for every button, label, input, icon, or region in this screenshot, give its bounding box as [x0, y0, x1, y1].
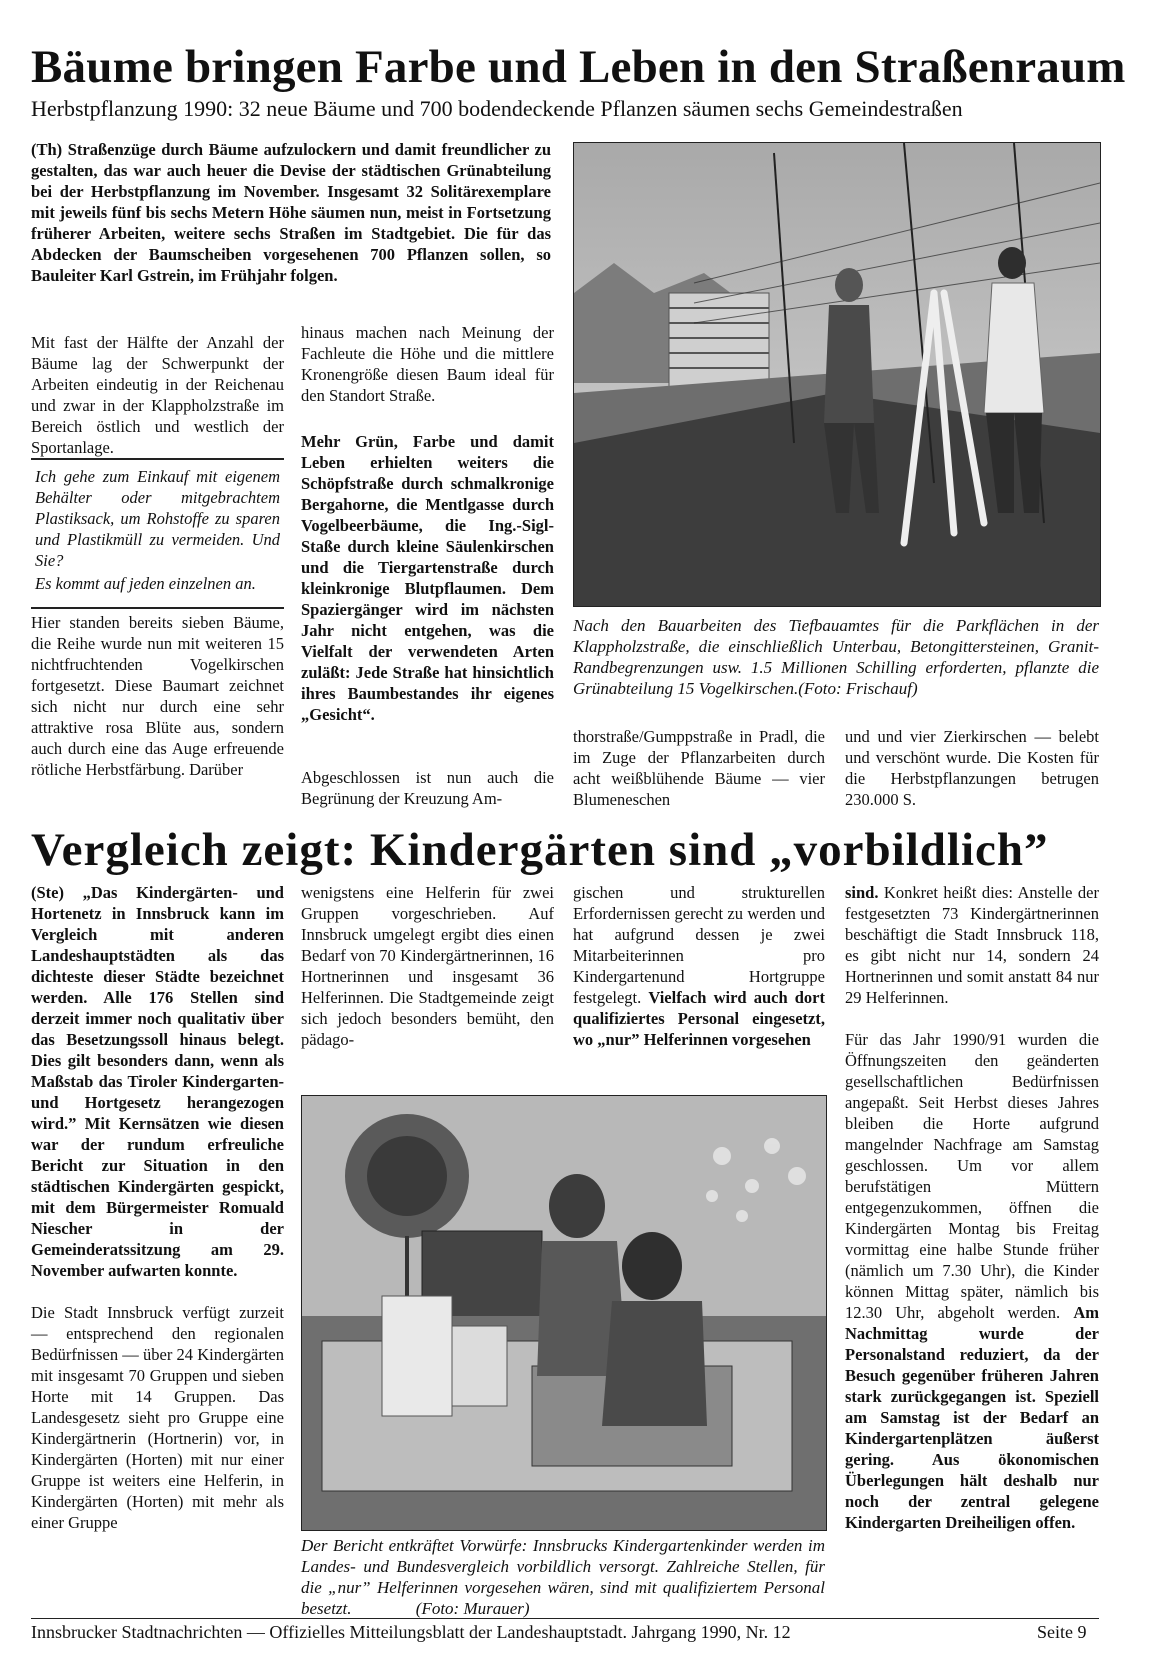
article2-col4-text-span: Konkret heißt dies: Anstelle der festgesetzten 73 Kindergärtnerinnen beschäftigt die Stadt Innsbruck 118, es gibt nicht nur 14, sondern 24 Hortnerinnen und somit anstatt 84 nur 29 Helferinnen. — [845, 883, 1100, 1007]
article2-col4-bold2: Am Nachmittag wurde der Personalstand reduziert, da der Besuch gegenüber früheren Jahren stark zurückgegangen ist. Speziell am Samstag ist der Bedarf an Kindergartenplätzen äußerst gering. Aus ökonomischen Überlegungen hält deshalb nur noch der zentral gelegene Kindergarten Dreiheiligen offen. — [845, 1303, 1100, 1532]
article2-col1-bold: (Ste) „Das Kindergärten- und Hortenetz in Innsbruck kann im Vergleich mit anderen Landeshauptstädten als das dichteste dieser Städte bezeichnet werden. Alle 176 Stellen sind derzeit immer noch qualitativ über das Besetzungssoll hinaus belegt. Dies gilt besonders dann, wenn als Maßstab das Tiroler Kindergarten- und Hortgesetz herangezogen wird.” Mit Kernsätzen wie diesen war der rundum erfreuliche Bericht zur Situation in den städtischen Kindergärten gespickt, mit dem Bürgermeister Romuald Niescher in der Gemeinderatssitzung am 29. November aufwarten konnte. — [31, 883, 284, 1280]
article1-col1-text: Mit fast der Hälfte der Anzahl der Bäume lag der Schwerpunkt der Arbeiten eindeutig in der Reichenau und zwar in der Klappholzstraße im Bereich östlich und westlich der Sportanlage. — [31, 333, 284, 457]
article2-col4-text2 — [845, 1029, 1099, 1533]
article1-col1-text2: Hier standen bereits sieben Bäume, die Reihe wurde nun mit weiteren 15 nichtfruchtenden Vogelkirschen fortgesetzt. Diese Baumart zeichnet sich nicht nur durch eine sehr attraktive rosa Blüte aus, sondern auch durch eine das Auge erfreuende rötliche Herbstfärbung. Darüber — [31, 613, 284, 779]
article2-col4-text — [845, 882, 1099, 1008]
article2-col3-text-span: gischen und strukturellen Erfordernissen gerecht zu werden und hat aufgrund dessen je zwei Mitarbeiterinnen pro Kindergartenund Hortgruppe festgelegt. — [573, 883, 825, 1007]
article2-col3-text — [573, 882, 825, 1050]
article2-col4-bold: sind. — [845, 883, 879, 902]
article2-col1-text: Die Stadt Innsbruck verfügt zurzeit — entsprechend den regionalen Bedürfnissen — über 24 Kindergärten mit insgesamt 70 Gruppen und sieben Horte mit 14 Gruppen. Das Landesgesetz sieht pro Gruppe eine Kindergärtnerin (Hortnerin) vor, in Kindergärten (Horten) mit nur einer Gruppe ist weiters eine Helferin, in Kindergärten (Horten) mit mehr als einer Gruppe — [31, 1303, 284, 1532]
footer-rule — [31, 1618, 1099, 1619]
article1-col2-bold: Mehr Grün, Farbe und damit Leben erhielten weiters die Schöpfstraße durch schmalkronige Bergahorne, die Mentlgasse durch Vogelbeerbäume, die Ing.-Sigl-Staße durch kleine Säulenkirschen und die Tiergartenstraße durch kleinkronige Blutpflaumen. Dem Spaziergänger wird im nächsten Jahr nicht entgehen, was die Vielfalt der verwendeten Arten zuläßt: Jede Straße hat hinsichtlich ihres Baumbestandes ihr eigenes „Gesicht“. — [301, 432, 554, 724]
environment-notice-slogan: Es kommt auf jeden einzelnen an. — [35, 574, 256, 593]
kindergarten-photo-credit: (Foto: Murauer) — [415, 1599, 530, 1618]
article2-headline: Vergleich zeigt: Kindergärten sind „vorbildlich” — [31, 824, 1049, 876]
article2-col3-bold: Vielfach wird auch dort qualifiziertes Personal eingesetzt, wo „nur” Helferinnen vorgesehen — [573, 988, 826, 1049]
article1-col3-text: thorstraße/Gumppstraße in Pradl, die im Zuge der Pflanzarbeiten durch acht weißblühende Bäume — vier Blumeneschen — [573, 727, 825, 809]
kindergarten-photo-caption — [301, 1535, 825, 1619]
article1-headline: Bäume bringen Farbe und Leben in den Straßenraum — [31, 41, 1126, 93]
footer-page-number: Seite 9 — [1037, 1622, 1087, 1642]
article1-col2-text: hinaus machen nach Meinung der Fachleute die Höhe und die mittlere Kronengröße diesen Baum ideal für den Standort Straße. — [301, 323, 554, 405]
article2-col2-text: wenigstens eine Helferin für zwei Gruppen vorgeschrieben. Auf Innsbruck umgelegt ergibt dies einen Bedarf von 70 Kindergärtnerinnen, 16 Hortnerinnen und insgesamt 36 Helferinnen. Die Stadtgemeinde zeigt sich jedoch besonders bemüht, den pädago- — [301, 883, 554, 1049]
kindergarten-photo — [301, 1095, 827, 1531]
tree-photo-caption: Nach den Bauarbeiten des Tiefbauamtes für die Parkflächen in der Klappholzstraße, die einschließlich Unterbau, Betongittersteinen, Granit-Randbegrenzungen usw. 1.5 Millionen Schilling erforderten, pflanzte die Grünabteilung 15 Vogelkirschen.(Foto: Frischauf) — [573, 616, 1099, 698]
article2-col4-text2-span: Für das Jahr 1990/91 wurden die Öffnungszeiten den geänderten gesellschaftlichen Bedürfnissen angepaßt. Seit Herbst dieses Jahres bleiben die Horte aufgrund mangelnder Nachfrage am Samstag geschlossen. Um vor allem berufstätigen Müttern entgegenzukommen, öffnen die Kindergärten Montag bis Freitag vormittag eine halbe Stunde früher (nämlich um 7.30 Uhr), die Kinder können Mittag später, nämlich bis 12.30 Uhr, abgeholt werden. — [845, 1030, 1099, 1322]
kindergarten-photo-caption-text: Der Bericht entkräftet Vorwürfe: Innsbrucks Kindergartenkinder werden im Landes- und Bundesvergleich vorbildlich versorgt. Zahlreiche Stellen, für die „nur” Helferinnen vorgesehen wären, sind mit qualifiziertem Personal besetzt. — [301, 1536, 825, 1618]
environment-notice-box — [31, 458, 284, 609]
footer-publication: Innsbrucker Stadtnachrichten — Offizielles Mitteilungsblatt der Landeshauptstadt. Jahrgang 1990, Nr. 12 — [31, 1622, 791, 1642]
tree-planting-photo — [573, 142, 1101, 607]
environment-notice-text: Ich gehe zum Einkauf mit eigenem Behälter oder mitgebrachtem Plastiksack, um Rohstoffe zu sparen und Plastikmüll zu vermeiden. Und Sie? — [35, 467, 280, 570]
article1-subheadline: Herbstpflanzung 1990: 32 neue Bäume und 700 bodendeckende Pflanzen säumen sechs Gemeindestraßen — [31, 96, 963, 121]
article1-lead: (Th) Straßenzüge durch Bäume aufzulockern und damit freundlicher zu gestalten, das war auch heuer die Devise der städtischen Grünabteilung bei der Herbstpflanzung im November. Insgesamt 32 Solitärexemplare mit jeweils fünf bis sechs Metern Höhe säumen nun, meist in Fortsetzung früherer Arbeiten, weitere sechs Straßen im Stadtgebiet. Die für das Abdecken der Baumscheiben vorgesehenen 700 Pflanzen sollen, so Bauleiter Karl Gstrein, im Frühjahr folgen. — [31, 140, 551, 285]
article1-col4-text: und und vier Zierkirschen — belebt und verschönt wurde. Die Kosten für die Herbstpflanzungen betrugen 230.000 S. — [845, 727, 1099, 809]
article1-col2-text2: Abgeschlossen ist nun auch die Begrünung der Kreuzung Am- — [301, 768, 554, 808]
